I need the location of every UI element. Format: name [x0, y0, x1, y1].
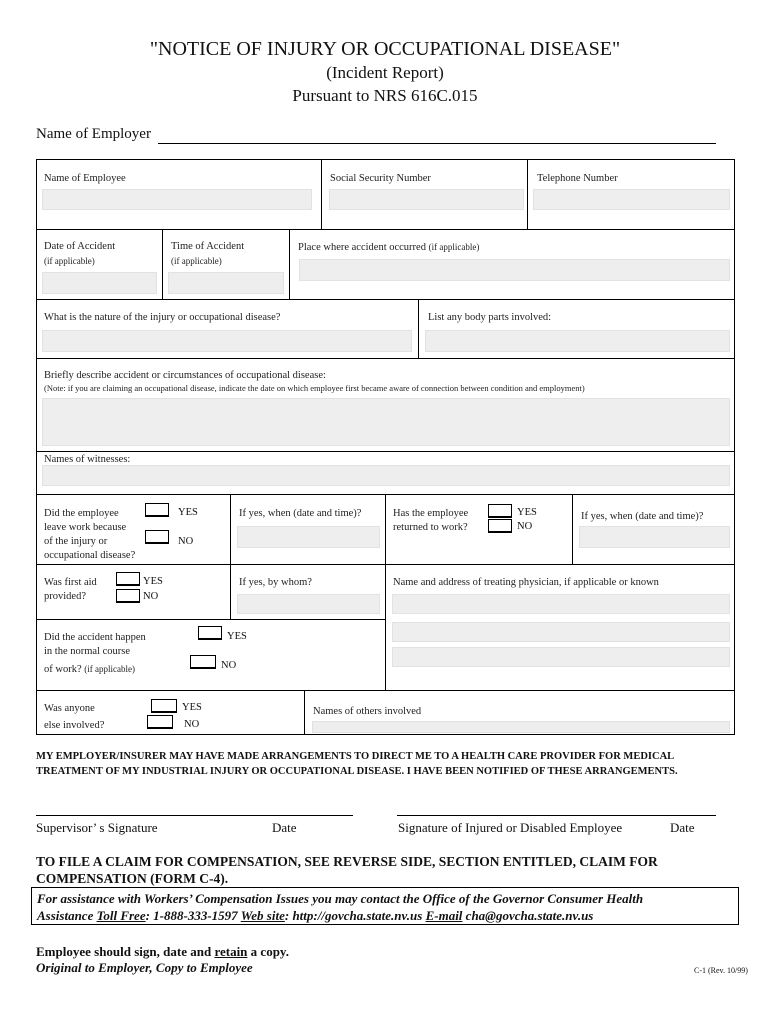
physician-input-3[interactable]	[392, 647, 730, 667]
normal-course-note: (if applicable)	[84, 664, 135, 674]
leave-work-when-label: If yes, when (date and time)?	[239, 508, 362, 519]
first-aid-question	[44, 576, 97, 604]
normal-course-line-2: in the normal course	[44, 646, 131, 657]
accident-place-text: Place where accident occurred	[298, 242, 426, 253]
accident-place-input[interactable]	[299, 259, 730, 281]
employee-name-input[interactable]	[42, 189, 312, 210]
returned-work-question	[393, 507, 468, 535]
form-revision: C-1 (Rev. 10/99)	[694, 966, 748, 975]
anyone-involved-yes-label: YES	[182, 702, 202, 713]
first-aid-by-whom-input[interactable]	[237, 594, 380, 614]
accident-place-label	[298, 240, 479, 255]
returned-work-yes-checkbox[interactable]	[488, 504, 512, 518]
arrangements-notice-line-2: TREATMENT OF MY INDUSTRIAL INJURY OR OCCUPATIONAL DISEASE. I HAVE BEEN NOTIFIED OF THESE ARRANGEMENTS.	[36, 766, 678, 777]
copy-distribution: Original to Employer, Copy to Employee	[36, 960, 253, 975]
leave-work-no-checkbox[interactable]	[145, 530, 169, 544]
accident-date-input[interactable]	[42, 272, 157, 294]
first-aid-yes-label: YES	[143, 576, 163, 587]
sign-instructions-retain: retain	[214, 944, 248, 959]
employer-label: Name of Employer	[36, 126, 151, 142]
arrangements-notice-line-1: MY EMPLOYER/INSURER MAY HAVE MADE ARRANGEMENTS TO DIRECT ME TO A HEALTH CARE PROVIDER FOR MEDICAL	[36, 751, 675, 762]
phone-input[interactable]	[533, 189, 730, 210]
employee-date-label: Date	[670, 820, 695, 835]
witnesses-input[interactable]	[42, 465, 730, 486]
returned-work-no-checkbox[interactable]	[488, 519, 512, 533]
claim-instructions-line-2: COMPENSATION (FORM C-4).	[36, 871, 229, 886]
returned-work-when-input[interactable]	[579, 526, 730, 548]
body-parts-input[interactable]	[425, 330, 730, 352]
phone-label: Telephone Number	[537, 173, 618, 184]
ssn-label: Social Security Number	[330, 173, 431, 184]
assistance-box	[31, 887, 739, 925]
normal-course-yes-checkbox[interactable]	[198, 626, 222, 640]
toll-free-label: Toll Free	[96, 908, 146, 923]
accident-place-note: (if applicable)	[428, 242, 480, 252]
injury-nature-label: What is the nature of the injury or occupational disease?	[44, 312, 281, 323]
employee-name-label: Name of Employee	[44, 173, 126, 184]
accident-date-text: Date of Accident	[44, 241, 116, 252]
website-label: Web site	[240, 908, 285, 923]
normal-course-line-1: Did the accident happen	[44, 632, 146, 643]
witnesses-label: Names of witnesses:	[44, 454, 131, 465]
describe-accident-input[interactable]	[42, 398, 730, 446]
leave-work-question	[44, 507, 135, 563]
leave-work-line-3: of the injury or	[44, 536, 108, 547]
first-aid-yes-checkbox[interactable]	[116, 572, 140, 586]
normal-course-line-3	[44, 662, 135, 677]
others-involved-label: Names of others involved	[313, 706, 422, 717]
supervisor-signature-line[interactable]	[36, 815, 353, 816]
employee-sign-instructions	[36, 944, 289, 960]
describe-accident-label: Briefly describe accident or circumstances of occupational disease:	[44, 370, 326, 381]
leave-work-line-1: Did the employee	[44, 508, 119, 519]
anyone-involved-no-checkbox[interactable]	[147, 715, 173, 729]
sign-instructions-text-2: a copy.	[247, 944, 289, 959]
normal-course-no-checkbox[interactable]	[190, 655, 216, 669]
describe-accident-note: (Note: if you are claiming an occupational disease, indicate the date on which employee first became aware of connection between condition and employment)	[44, 383, 585, 393]
employee-signature-line[interactable]	[397, 815, 716, 816]
leave-work-line-4: occupational disease?	[44, 550, 136, 561]
email-label: E-mail	[425, 908, 463, 923]
first-aid-by-whom-label: If yes, by whom?	[239, 577, 312, 588]
ssn-input[interactable]	[329, 189, 524, 210]
physician-label: Name and address of treating physician, if applicable or known	[393, 577, 659, 588]
accident-time-note: (if applicable)	[171, 256, 222, 266]
form-statute: Pursuant to NRS 616C.015	[292, 86, 478, 105]
toll-free-number: : 1-888-333-1597	[145, 908, 241, 923]
supervisor-date-label: Date	[272, 820, 297, 835]
accident-date-label	[44, 240, 115, 269]
assistance-line-1: For assistance with Workers’ Compensation Issues you may contact the Office of the Governor Consumer Health	[37, 891, 644, 906]
leave-work-yes-label: YES	[178, 507, 198, 518]
others-involved-input[interactable]	[312, 721, 730, 733]
accident-time-input[interactable]	[168, 272, 284, 294]
leave-work-when-input[interactable]	[237, 526, 380, 548]
employer-name-line[interactable]	[158, 143, 716, 144]
email-link[interactable]: cha@govcha.state.nv.us	[462, 908, 594, 923]
normal-course-no-label: NO	[221, 660, 237, 671]
accident-date-note: (if applicable)	[44, 256, 95, 266]
anyone-involved-no-label: NO	[184, 719, 200, 730]
website-link[interactable]: : http://govcha.state.nv.us	[284, 908, 426, 923]
accident-time-label	[171, 240, 244, 269]
assistance-prefix: Assistance	[37, 908, 94, 923]
first-aid-no-label: NO	[143, 591, 159, 602]
physician-input-1[interactable]	[392, 594, 730, 614]
normal-course-question	[44, 631, 146, 659]
normal-course-yes-label: YES	[227, 631, 247, 642]
anyone-involved-line-2: else involved?	[44, 720, 105, 731]
leave-work-line-2: leave work because	[44, 522, 127, 533]
form-title: "NOTICE OF INJURY OR OCCUPATIONAL DISEASE"	[149, 38, 621, 60]
accident-time-text: Time of Accident	[171, 241, 245, 252]
arrangements-notice	[36, 749, 736, 779]
first-aid-no-checkbox[interactable]	[116, 589, 140, 603]
normal-course-text: of work?	[44, 664, 82, 675]
returned-work-line-2: returned to work?	[393, 522, 468, 533]
returned-work-line-1: Has the employee	[393, 508, 469, 519]
anyone-involved-yes-checkbox[interactable]	[151, 699, 177, 713]
body-parts-label: List any body parts involved:	[428, 312, 552, 323]
first-aid-line-2: provided?	[44, 591, 86, 602]
returned-work-no-label: NO	[517, 521, 533, 532]
sign-instructions-text-1: Employee should sign, date and	[36, 944, 215, 959]
returned-work-yes-label: YES	[517, 507, 537, 518]
leave-work-no-label: NO	[178, 536, 194, 547]
claim-instructions-line-1: TO FILE A CLAIM FOR COMPENSATION, SEE REVERSE SIDE, SECTION ENTITLED, CLAIM FOR	[36, 854, 658, 869]
leave-work-yes-checkbox[interactable]	[145, 503, 169, 517]
supervisor-signature-label: Supervisor’ s Signature	[36, 820, 158, 835]
form-subtitle: (Incident Report)	[326, 63, 444, 82]
anyone-involved-line-1: Was anyone	[44, 703, 95, 714]
employee-signature-label: Signature of Injured or Disabled Employee	[398, 820, 623, 835]
physician-input-2[interactable]	[392, 622, 730, 642]
first-aid-line-1: Was first aid	[44, 577, 97, 588]
injury-nature-input[interactable]	[42, 330, 412, 352]
returned-work-when-label: If yes, when (date and time)?	[581, 511, 704, 522]
